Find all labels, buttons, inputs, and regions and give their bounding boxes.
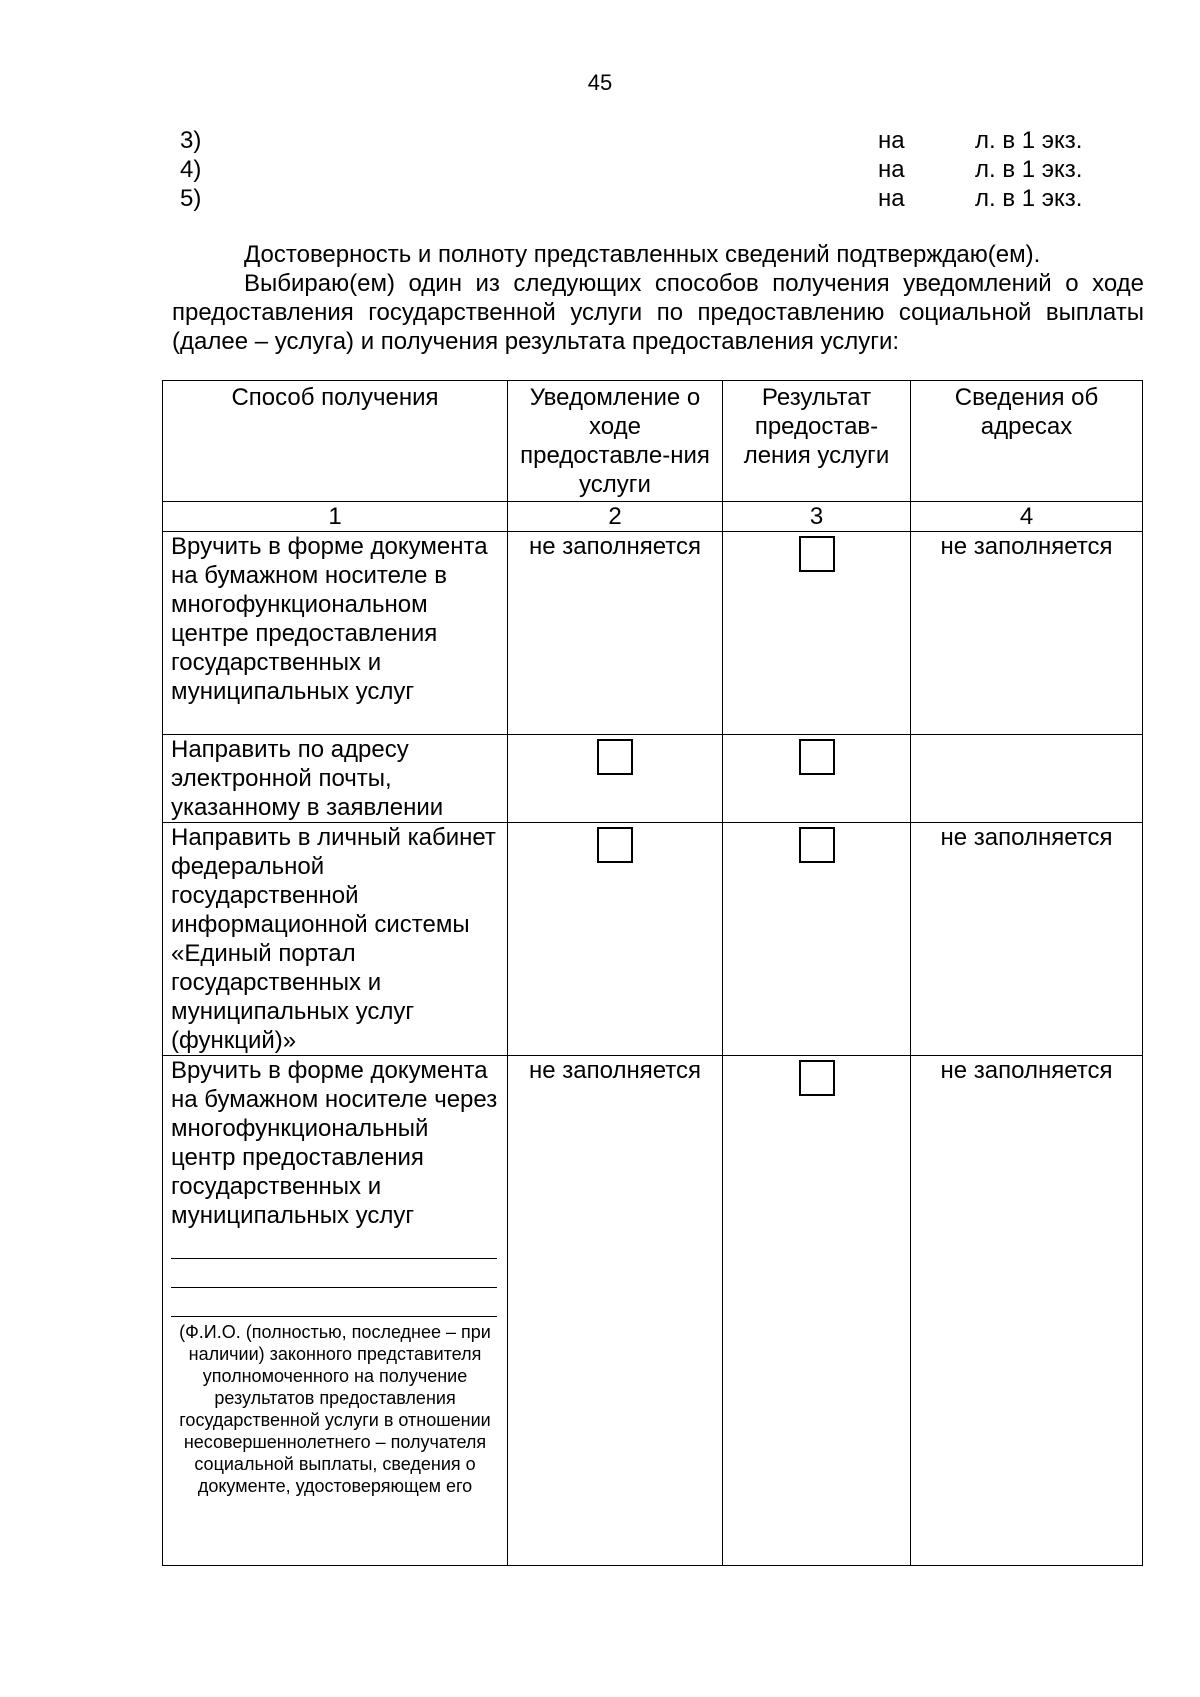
method-cell: Направить по адресу электронной почты, указанному в заявлении [163,735,508,823]
column-number: 1 [163,502,508,532]
table-row [163,735,1143,823]
copy-row [180,184,1100,213]
copy-row [180,126,1100,155]
page-number: 45 [587,70,613,95]
result-cell [723,735,911,823]
method-cell: Вручить в форме документа на бумажном носителе в многофункциональном центре предоставления государственных и муниципальных услуг [163,532,508,735]
result-cell [723,1056,911,1566]
confirmation-text: Достоверность и полноту представленных сведений подтверждаю(ем). [244,241,1041,268]
notice-checkbox[interactable] [597,827,633,863]
address-cell: не заполняется [911,532,1143,735]
copies-list [180,126,1100,213]
copy-number: 4) [180,156,202,183]
method-text: Вручить в форме документа на бумажном носителе через многофункциональный центр предоставления государственных и муниципальных услуг [171,1057,498,1229]
result-checkbox[interactable] [799,1060,835,1096]
header-result: Результат предостав-ления услуги [723,381,911,502]
notice-cell [508,735,723,823]
column-number: 4 [911,502,1143,532]
result-checkbox[interactable] [799,536,835,572]
table-row [163,1056,1143,1566]
signature-line[interactable] [171,1230,497,1259]
fio-caption: (Ф.И.О. (полностью, последнее – при наличии) законного представителя уполномоченного на получение результатов предоставления государственной услуги в отношении несовершеннолетнего – получателя социальной выплаты, сведения о документе, удостоверяющем его [179,1322,491,1496]
signature-line[interactable] [171,1259,497,1288]
copy-sheets: л. в 1 экз. [975,156,1083,183]
copy-row [180,155,1100,184]
column-number: 2 [508,502,723,532]
notice-cell [508,823,723,1056]
copy-na: на [878,127,905,154]
column-number: 3 [723,502,911,532]
statement [172,240,1144,356]
copy-na: на [878,185,905,212]
notice-cell: не заполняется [508,1056,723,1566]
method-cell [163,1056,508,1566]
address-cell[interactable] [911,735,1143,823]
copy-sheets: л. в 1 экз. [975,185,1083,212]
choice-text: Выбираю(ем) один из следующих способов получения уведомлений о ходе предоставления государственной услуги по предоставлению социальной выплаты (далее – услуга) и получения результата предоставления услуги: [172,270,1144,355]
header-notice: Уведомление о ходе предоставле-ния услуги [508,381,723,502]
result-cell [723,532,911,735]
table-row [163,532,1143,735]
address-cell: не заполняется [911,823,1143,1056]
copy-na: на [878,156,905,183]
result-cell [723,823,911,1056]
result-checkbox[interactable] [799,827,835,863]
table-row [163,823,1143,1056]
address-cell: не заполняется [911,1056,1143,1566]
notice-checkbox[interactable] [597,739,633,775]
notice-cell: не заполняется [508,532,723,735]
signature-line[interactable] [171,1288,497,1317]
method-cell: Направить в личный кабинет федеральной государственной информационной системы «Единый портал государственных и муниципальных услуг (функций)» [163,823,508,1056]
header-method: Способ получения [163,381,508,502]
result-checkbox[interactable] [799,739,835,775]
copy-number: 5) [180,185,202,212]
delivery-methods-table [162,380,1143,1566]
column-number-row [163,502,1143,532]
copy-sheets: л. в 1 экз. [975,127,1083,154]
table-header-row [163,381,1143,502]
copy-number: 3) [180,127,202,154]
header-addresses: Сведения об адресах [911,381,1143,502]
